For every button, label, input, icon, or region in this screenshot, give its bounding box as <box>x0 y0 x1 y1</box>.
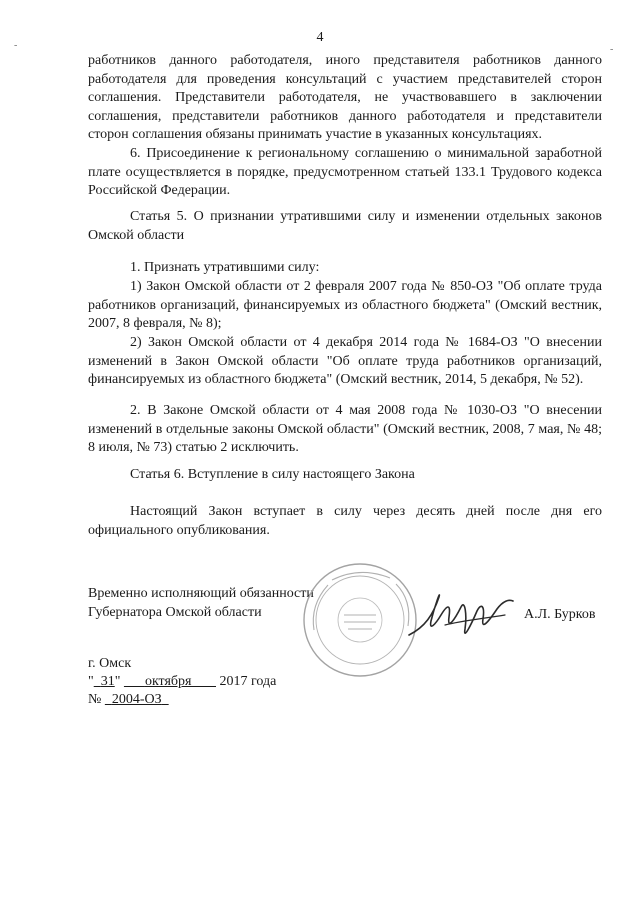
handwritten-signature <box>405 575 515 650</box>
article-6-heading: Статья 6. Вступление в силу настоящего Закона <box>130 467 415 482</box>
article-5-heading: Статья 5. О признании утратившими силу и изменении отдельных законов Омской области <box>88 209 602 243</box>
article-6-text: Настоящий Закон вступает в силу через десять дней после дня его официального опубликования. <box>88 504 602 538</box>
article-5-item-1-2: 2) Закон Омской области от 4 декабря 2014 года № 1684-ОЗ "О внесении изменений в Закон Омской области "Об оплате труда работников организаций, финансируемых из областного бюджета" (Омский вестник, 2014, 5 декабря, № 52). <box>88 335 602 388</box>
date-day-value: 31 <box>100 674 115 689</box>
date-month-value: октября <box>144 674 192 689</box>
paragraph-consultations: работников данного работодателя, иного представителя работников данного работодателя для проведения консультаций с участием представителей сторон соглашения. Представители работодателя, не участвовавшего в заключении соглашения, представители работников данного работодателя и представители сторон соглашения обязаны принимать участие в указанных консультациях. <box>88 53 602 143</box>
page-number: 4 <box>316 30 324 45</box>
date-month <box>124 674 216 689</box>
article-5-item-1: 1. Признать утратившими силу: <box>130 260 320 275</box>
signatory-name: А.Л. Бурков <box>524 607 596 622</box>
law-number-value <box>105 692 169 707</box>
signatory-title-line-2: Губернатора Омской области <box>88 605 262 620</box>
article-5-item-2: 2. В Законе Омской области от 4 мая 2008 года № 1030-ОЗ "О внесении изменений в отдельные законы Омской области" (Омский вестник, 2008, 7 мая, № 48; 8 июля, № 73) статью 2 исключить. <box>88 403 602 456</box>
margin-mark: - <box>610 44 614 55</box>
law-number <box>88 691 169 709</box>
date-quote-close: " <box>114 674 121 689</box>
official-seal-stamp <box>300 560 420 680</box>
margin-mark: - <box>14 40 18 51</box>
place-date <box>88 673 276 691</box>
date-year: 2017 года <box>219 674 277 689</box>
article-5-item-1-1: 1) Закон Омской области от 2 февраля 2007 года № 850-ОЗ "Об оплате труда работников организаций, финансируемых из областного бюджета" (Омский вестник, 2007, 8 февраля, № 8); <box>88 279 602 332</box>
paragraph-accession: 6. Присоединение к региональному соглашению о минимальной заработной плате осуществляется в порядке, предусмотренном статьей 133.1 Трудового кодекса Российской Федерации. <box>88 146 602 199</box>
law-number-text: 2004-ОЗ <box>111 692 162 707</box>
law-number-label: № <box>88 692 102 707</box>
place-city: г. Омск <box>88 656 132 671</box>
date-day <box>94 674 115 689</box>
signatory-title-line-1: Временно исполняющий обязанности <box>88 586 314 601</box>
date-quote-open: " <box>88 674 94 689</box>
